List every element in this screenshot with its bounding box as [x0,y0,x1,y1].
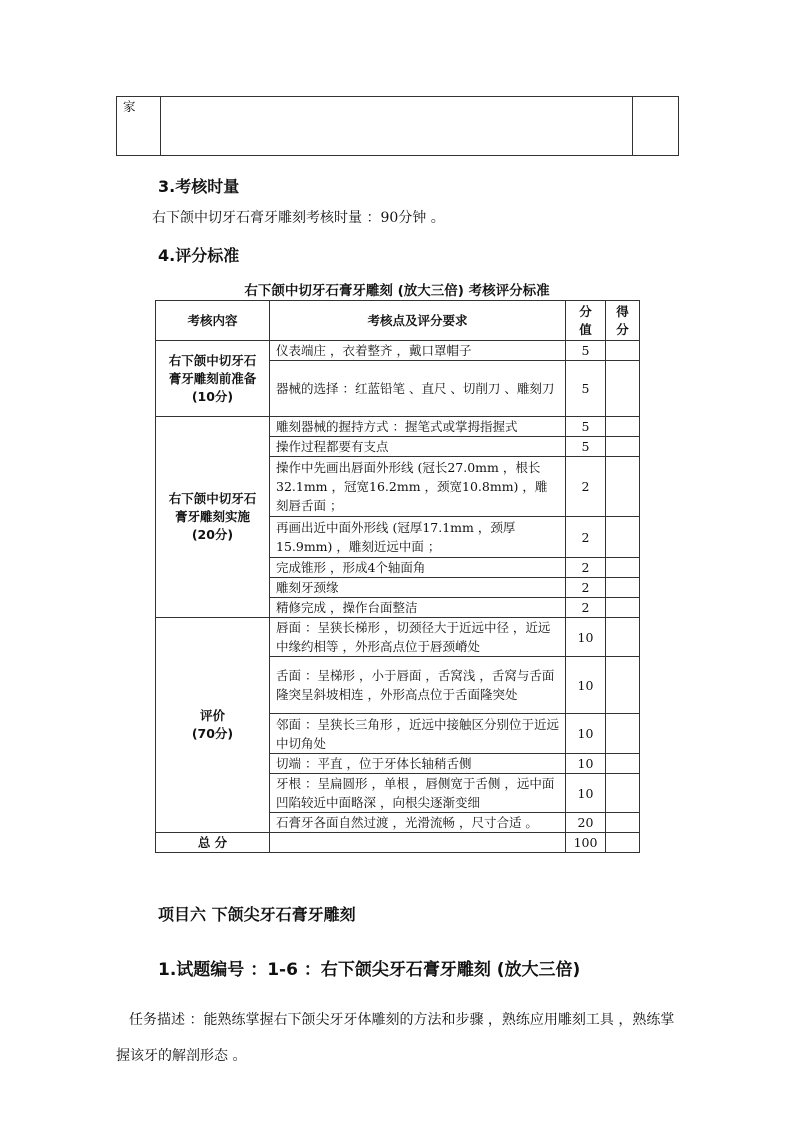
table-row: 评价 (70分) 唇面 ：呈狭长梯形 ，切颈径大于近远中径 ，近远中缘约相等 ，外形高点位于唇颈嵴处 10 [156,618,640,657]
table-row: 切端 ：平直 ，位于牙体长轴稍舌侧 10 [156,754,640,774]
table-row: 邻面 ：呈狭长三角形 ，近远中接触区分别位于近远中切角处 10 [156,714,640,754]
section-heading: 3.考核时量 [158,177,240,196]
group-cell: 右下颌中切牙石膏牙雕刻实施 (20分) [156,417,270,618]
table-row: 精修完成 ，操作台面整洁 2 [156,598,640,618]
header-cell: 分值 [566,301,606,341]
table-row: 再画出近中面外形线 (冠厚17.1mm ，颈厚15.9mm) ，雕刻近远中面 ； 2 [156,517,640,558]
table-row: 右下颌中切牙石膏牙雕刻前准备 (10分) 仪表端庄 ，衣着整齐 ，戴口罩帽子 5 [156,341,640,361]
table-row: 雕刻牙颈缘 2 [156,578,640,598]
table-cell: 家 [117,97,161,156]
total-row: 总 分 100 [156,833,640,853]
table-row: 舌面 ：呈梯形 ，小于唇面 ，舌窝浅 ，舌窝与舌面隆突呈斜坡相连 ，外形高点位于舌面隆突处 10 [156,657,640,714]
group-cell: 评价 (70分) [156,618,270,833]
paragraph: 右下颌中切牙石膏牙雕刻考核时量 ：90分钟 。 [152,210,445,226]
table-row: 右下颌中切牙石膏牙雕刻实施 (20分) 雕刻器械的握持方式 ：握笔式或掌拇指握式 5 [156,417,640,437]
table-row: 操作中先画出唇面外形线 (冠长27.0mm ，根长32.1mm ，冠宽16.2mm ，颈宽10.8mm) ，雕刻唇舌面 ； 2 [156,457,640,517]
header-cell: 考核内容 [156,301,270,341]
question-heading: 1.试题编号 ：1-6 ：右下颌尖牙石膏牙雕刻 (放大三倍) [158,960,581,980]
table-title: 右下颌中切牙石膏牙雕刻 (放大三倍) 考核评分标准 [244,283,550,299]
section-heading: 4.评分标准 [158,246,240,265]
score-table [155,300,640,853]
table-row: 器械的选择 ：红蓝铅笔 、直尺 、切削刀 、雕刻刀 5 [156,361,640,417]
table-row: 牙根 ：呈扁圆形 ，单根 ，唇侧宽于舌侧 ，远中面凹陷较近中面略深 ，向根尖逐渐变细 10 [156,774,640,813]
table-row: 完成锥形 ，形成4个轴面角 2 [156,558,640,578]
group-cell: 右下颌中切牙石膏牙雕刻前准备 (10分) [156,341,270,417]
table-row: 石膏牙各面自然过渡 ，光滑流畅 ，尺寸合适 。 20 [156,813,640,833]
table-row: 操作过程都要有支点 5 [156,437,640,457]
header-cell: 得分 [606,301,640,341]
header-row [156,301,640,341]
header-cell: 考核点及评分要求 [270,301,566,341]
top-table-fragment [116,96,679,156]
task-description: 任务描述 ：能熟练掌握右下颌尖牙牙体雕刻的方法和步骤 ，熟练应用雕刻工具 ，熟练掌握该牙的解剖形态 。 [116,1012,675,1064]
project-heading: 项目六 下颌尖牙石膏牙雕刻 [158,905,356,924]
